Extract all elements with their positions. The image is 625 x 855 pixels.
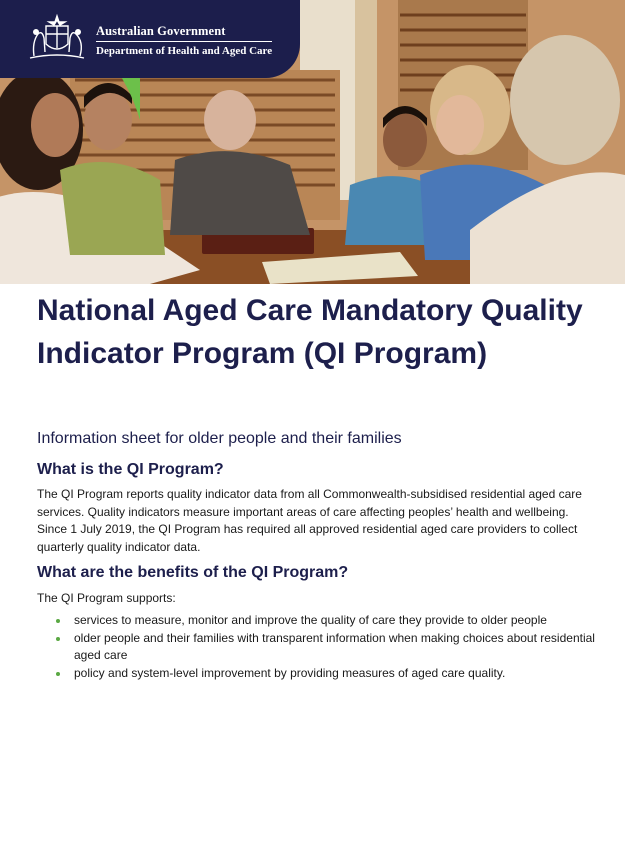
section-heading-what-is: What is the QI Program?: [37, 461, 224, 478]
list-item-text: policy and system-level improvement by providing measures of aged care quality.: [74, 665, 506, 680]
bullet-icon: [56, 672, 60, 676]
bullet-icon: [56, 619, 60, 623]
document-title: National Aged Care Mandatory Quality Indicator Program (QI Program): [37, 294, 583, 370]
list-item-text: older people and their families with transparent information when making choices about residential aged care: [74, 630, 595, 662]
document-subtitle: Information sheet for older people and their families: [37, 430, 402, 447]
list-item: [37, 665, 597, 683]
coat-of-arms-icon: [24, 12, 90, 64]
government-banner: [0, 0, 300, 78]
section-intro-benefits: The QI Program supports:: [37, 591, 176, 605]
list-item: [37, 630, 597, 665]
section-body-what-is: The QI Program reports quality indicator data from all Commonwealth-subsidised residential aged care services. Quality indicators measure important areas of care affecting peoples’ health and wellbeing. Since 1 July 2019, the QI Program has required all approved residential aged care providers to collect quarterly quality indicator data.: [37, 487, 582, 554]
list-item-text: services to measure, monitor and improve the quality of care they provide to older people: [74, 613, 547, 627]
benefits-list: [37, 612, 597, 682]
bullet-icon: [56, 637, 60, 641]
section-heading-benefits: What are the benefits of the QI Program?: [37, 564, 349, 581]
list-item: [37, 612, 597, 630]
government-name: Australian Government: [96, 24, 226, 38]
banner-divider: [96, 41, 272, 42]
department-name: Department of Health and Aged Care: [96, 45, 273, 57]
